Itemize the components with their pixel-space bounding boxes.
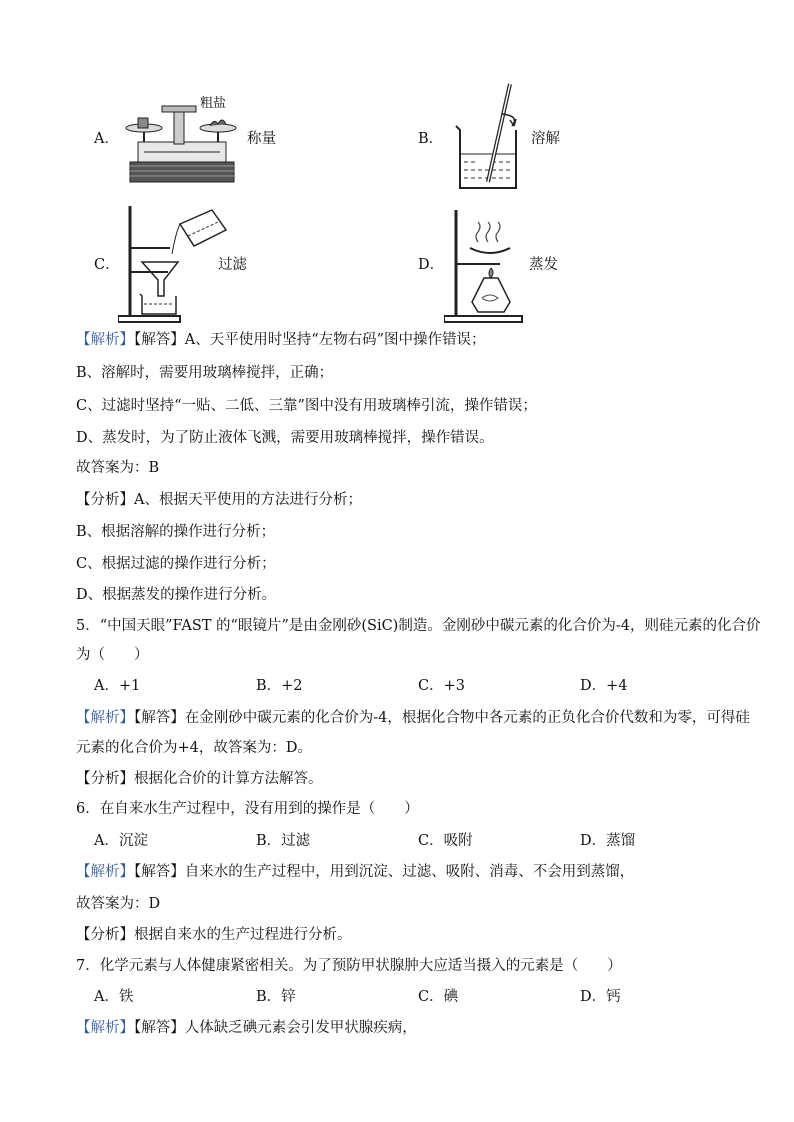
q5-answer-line-1: 【解析】【解答】在金刚砂中碳元素的化合价为-4，根据化合物中各元素的正负化合价代数和为零，可得硅: [76, 710, 750, 726]
q6-answer-line-2: 故答案为：D: [76, 896, 161, 912]
q7-option-b: B．锌: [256, 989, 296, 1005]
figure-c-letter: C．: [94, 257, 120, 273]
q6-option-b: B．过滤: [256, 833, 311, 849]
q4-answer-line-2: B、溶解时，需要用玻璃棒搅拌，正确；: [76, 365, 334, 381]
beaker-stirring-illustration: [452, 82, 524, 192]
q5-analysis: 【分析】根据化合价的计算方法解答。: [76, 771, 323, 787]
jiexi-tag: 【解析】: [76, 332, 134, 348]
figure-a-label: 称量: [247, 131, 276, 147]
filtration-illustration: [118, 200, 230, 324]
figure-b-letter: B．: [418, 131, 444, 147]
q5-option-d: D．+4: [580, 678, 628, 694]
q5-option-a: A．+1: [94, 678, 141, 694]
q5-option-c: C．+3: [418, 678, 465, 694]
q6-option-d: D．蒸馏: [580, 833, 636, 849]
q4-analysis-line-4: D、根据蒸发的操作进行分析。: [76, 587, 277, 603]
figure-b-label: 溶解: [531, 131, 560, 147]
figure-d-letter: D．: [418, 257, 445, 273]
q4-answer-line-3: C、过滤时坚持“一贴、二低、三靠”图中没有用玻璃棒引流，操作错误；: [76, 398, 537, 414]
figure-c-label: 过滤: [218, 257, 247, 273]
q4-analysis-line-3: C、根据过滤的操作进行分析；: [76, 556, 276, 572]
q4-answer-line-1: 【解析】【解答】A、天平使用时坚持“左物右码”图中操作错误；: [76, 332, 486, 348]
balance-illustration: [122, 102, 238, 184]
q6-analysis: 【分析】根据自来水的生产过程进行分析。: [76, 927, 352, 943]
q7-stem: 7．化学元素与人体健康紧密相关。为了预防甲状腺肿大应适当摄入的元素是（ ）: [76, 958, 622, 974]
q4-analysis-line-1: 【分析】A、根据天平使用的方法进行分析；: [76, 492, 362, 508]
figure-d-label: 蒸发: [529, 257, 558, 273]
q6-stem: 6．在自来水生产过程中，没有用到的操作是（ ）: [76, 801, 419, 817]
figure-a-letter: A．: [94, 131, 119, 147]
q7-option-a: A．铁: [94, 989, 134, 1005]
q5-option-b: B．+2: [256, 678, 303, 694]
q4-answer-line-4: D、蒸发时，为了防止液体飞溅，需要用玻璃棒搅拌，操作错误。: [76, 430, 494, 446]
q4-analysis-line-2: B、根据溶解的操作进行分析；: [76, 524, 276, 540]
q4-answer-line-5: 故答案为：B: [76, 460, 160, 476]
q7-answer-line-1: 【解析】【解答】人体缺乏碘元素会引发甲状腺疾病，: [76, 1020, 417, 1036]
q5-stem-line-2: 为（ ）: [76, 647, 149, 663]
q7-option-c: C．碘: [418, 989, 459, 1005]
q6-option-a: A．沉淀: [94, 833, 148, 849]
evaporation-illustration: [444, 206, 528, 324]
q5-answer-line-2: 元素的化合价为+4，故答案为：D。: [76, 740, 312, 756]
q7-option-d: D．钙: [580, 989, 621, 1005]
q5-stem-line-1: 5．“中国天眼”FAST 的“眼镜片”是由金刚砂(SiC)制造。金刚砂中碳元素的化合价为-4，则硅元素的化合价: [76, 618, 761, 634]
q6-answer-line-1: 【解析】【解答】自来水的生产过程中，用到沉淀、过滤、吸附、消毒、不会用到蒸馏，: [76, 864, 635, 880]
q6-option-c: C．吸附: [418, 833, 473, 849]
figure-a-salt-label: 粗盐: [200, 96, 227, 111]
